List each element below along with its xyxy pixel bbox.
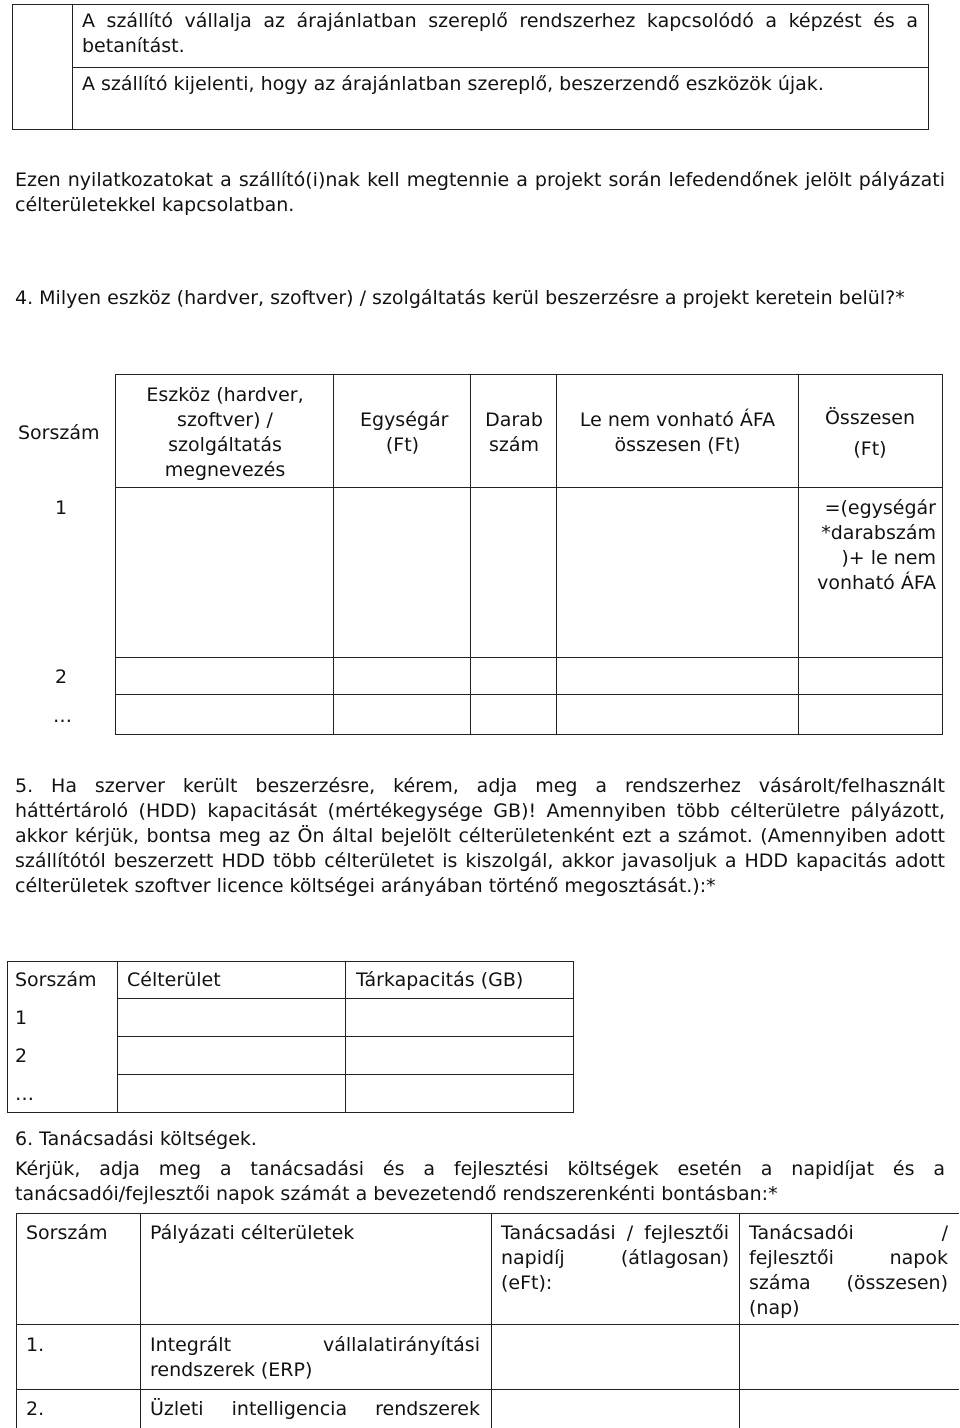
target-area-erp: Integrált vállalatirányítási rendszerek (ERP) xyxy=(150,1334,480,1381)
table-border xyxy=(798,374,799,735)
row-number: 1 xyxy=(15,1007,28,1029)
table-border xyxy=(115,694,943,695)
table-border xyxy=(16,1389,959,1390)
header-darabszam: Darab szám xyxy=(485,409,543,456)
row-number: 2. xyxy=(26,1398,45,1420)
table-border xyxy=(115,374,943,375)
table-border xyxy=(16,1324,959,1325)
header-afa: Le nem vonható ÁFA összesen (Ft) xyxy=(579,409,776,456)
table-border xyxy=(7,961,574,962)
row-number: 2 xyxy=(15,1045,28,1067)
table-border xyxy=(12,4,929,5)
header-celterulet: Célterület xyxy=(127,969,221,991)
table-border xyxy=(333,374,334,735)
table-border xyxy=(72,4,73,130)
question-5: 5. Ha szerver került beszerzésre, kérem, adja meg a rendszerhez vásárolt/felhasznált háttértároló (HDD) kapacitását (mértékegysége GB)! Amennyiben több célterületre pályázott, akkor kérjük, bontsa meg az Ön által bejelölt célterületenként ezt a számot. (Amennyiben adott szállítótól beszerzett HDD több célterületet is kiszolgál, akkor javasoljuk a HDD kapacitás adott célterületek szoftver licence költségei arányában történő megosztását.):* xyxy=(15,775,945,897)
statement-training: A szállító vállalja az árajánlatban szereplő rendszerhez kapcsolódó a képzést és a betanítást. xyxy=(82,10,918,57)
header-osszesen: Összesen xyxy=(824,407,916,429)
table-border xyxy=(72,67,929,68)
table-border xyxy=(928,4,929,130)
question-4: 4. Milyen eszköz (hardver, szoftver) / szolgáltatás kerül beszerzésre a projekt keretein belül?* xyxy=(15,287,905,309)
table-border xyxy=(12,4,13,130)
table-border xyxy=(573,961,574,1113)
table-border xyxy=(7,961,8,1113)
table-border xyxy=(7,1112,574,1113)
header-egysegar: Egységár (Ft) xyxy=(360,409,449,456)
table-border xyxy=(115,374,116,735)
statement-new-equipment: A szállító kijelenti, hogy az árajánlatban szereplő, beszerzendő eszközök újak. xyxy=(82,73,824,95)
row-number: 1 xyxy=(55,497,68,519)
row-ellipsis: … xyxy=(53,705,72,727)
header-tarkapacitas: Tárkapacitás (GB) xyxy=(356,969,524,991)
table-border xyxy=(16,1213,17,1428)
header-sorszam: Sorszám xyxy=(18,422,100,444)
row-number: 1. xyxy=(26,1334,45,1356)
header-sorszam: Sorszám xyxy=(26,1222,108,1244)
table-border xyxy=(140,1213,141,1428)
table-border xyxy=(117,961,118,1113)
question-6-title: 6. Tanácsadási költségek. xyxy=(15,1128,257,1150)
table-border xyxy=(345,961,346,1113)
header-eszkoz: Eszköz (hardver, szoftver) / szolgáltatás megnevezés xyxy=(146,384,304,481)
question-6-text: Kérjük, adja meg a tanácsadási és a fejlesztési költségek esetén a napidíjat és a tanácsadói/fejlesztői napok számát a bevezetendő rendszerenkénti bontásban:* xyxy=(15,1158,945,1205)
total-formula: =(egységár *darabszám )+ le nem vonható ÁFA xyxy=(817,497,936,594)
table-border xyxy=(470,374,471,735)
note-paragraph: Ezen nyilatkozatokat a szállító(i)nak kell megtennie a projekt során lefedendőnek jelölt pályázati célterületekkel kapcsolatban. xyxy=(15,169,945,216)
table-border xyxy=(739,1213,740,1428)
target-area-bi: Üzleti intelligencia rendszerek xyxy=(150,1398,480,1420)
header-celteruletek: Pályázati célterületek xyxy=(150,1222,355,1244)
header-napok: Tanácsadói / fejlesztői napok száma (összesen) (nap) xyxy=(749,1222,948,1319)
header-napidij: Tanácsadási / fejlesztői napidíj (átlagosan) (eFt): xyxy=(501,1222,729,1294)
table-border xyxy=(115,657,943,658)
table-border xyxy=(16,1213,959,1214)
table-border xyxy=(12,129,929,130)
row-ellipsis: … xyxy=(15,1083,34,1105)
table-border xyxy=(556,374,557,735)
table-border xyxy=(942,374,943,735)
table-border xyxy=(115,487,943,488)
table-border xyxy=(115,734,943,735)
header-ft: (Ft) xyxy=(853,438,887,460)
row-number: 2 xyxy=(55,666,68,688)
header-sorszam: Sorszám xyxy=(15,969,97,991)
table-border xyxy=(491,1213,492,1428)
